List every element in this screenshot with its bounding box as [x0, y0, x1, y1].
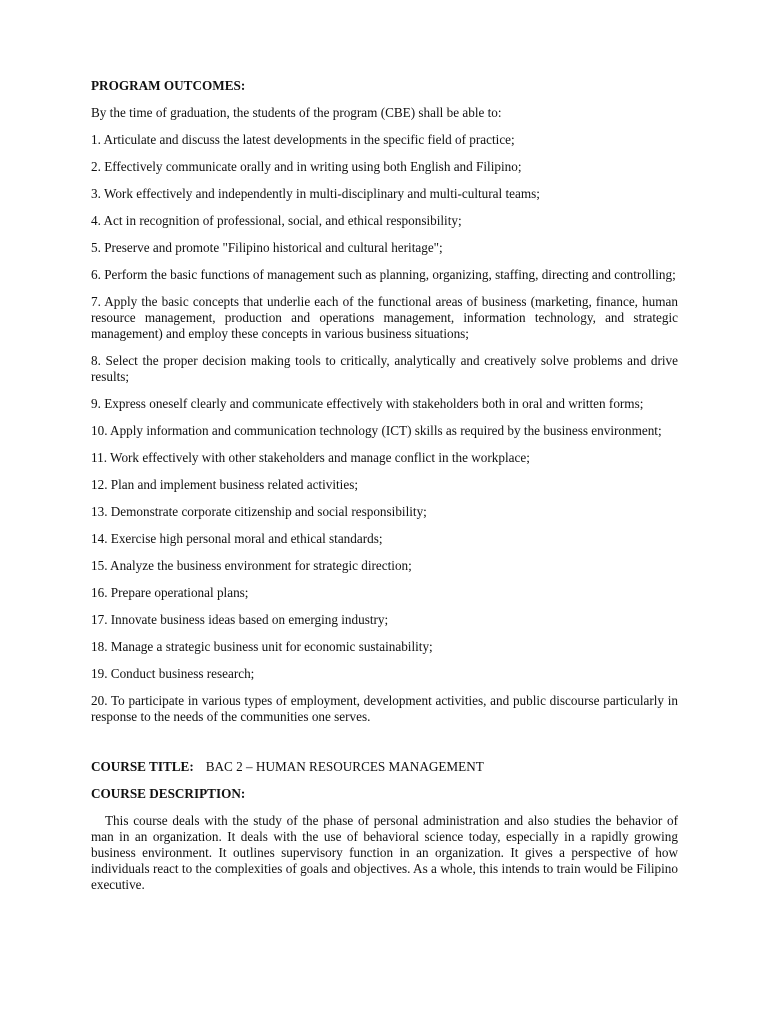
course-title-value: BAC 2 – HUMAN RESOURCES MANAGEMENT — [205, 759, 484, 774]
outcome-item-2: 2. Effectively communicate orally and in writing using both English and Filipino; — [91, 159, 522, 174]
outcome-item-17: 17. Innovate business ideas based on emerging industry; — [91, 612, 389, 627]
outcome-item-20: 20. To participate in various types of employment, development activities, and public discourse particularly in response to the needs of the communities one serves. — [91, 693, 678, 724]
outcome-item-18: 18. Manage a strategic business unit for economic sustainability; — [91, 639, 433, 654]
course-description-text: This course deals with the study of the phase of personal administration and also studies the behavior of man in an organization. It deals with the use of behavioral science today, especially in a rapidly growing business environment. It outlines supervisory function in an organization. It gives a perspective of how individuals react to the complexities of goals and objectives. As a whole, this intends to train would be Filipino executive. — [91, 813, 678, 892]
program-outcomes-intro: By the time of graduation, the students of the program (CBE) shall be able to: — [91, 105, 502, 120]
course-title-label: COURSE TITLE: — [91, 759, 194, 774]
outcome-item-9: 9. Express oneself clearly and communicate effectively with stakeholders both in oral and written forms; — [91, 396, 644, 411]
outcomes-list — [91, 132, 678, 725]
outcome-item-5: 5. Preserve and promote "Filipino historical and cultural heritage"; — [91, 240, 443, 255]
outcome-item-16: 16. Prepare operational plans; — [91, 585, 249, 600]
outcome-item-6: 6. Perform the basic functions of management such as planning, organizing, staffing, directing and controlling; — [91, 267, 676, 282]
outcome-item-1: 1. Articulate and discuss the latest developments in the specific field of practice; — [91, 132, 515, 147]
outcome-item-15: 15. Analyze the business environment for strategic direction; — [91, 558, 412, 573]
outcome-item-19: 19. Conduct business research; — [91, 666, 255, 681]
outcome-item-13: 13. Demonstrate corporate citizenship and social responsibility; — [91, 504, 427, 519]
outcome-item-14: 14. Exercise high personal moral and ethical standards; — [91, 531, 383, 546]
document-page — [91, 78, 678, 893]
course-description-heading: COURSE DESCRIPTION: — [91, 786, 246, 801]
outcome-item-8: 8. Select the proper decision making tools to critically, analytically and creatively solve problems and drive results; — [91, 353, 678, 384]
outcome-item-4: 4. Act in recognition of professional, social, and ethical responsibility; — [91, 213, 462, 228]
outcome-item-11: 11. Work effectively with other stakeholders and manage conflict in the workplace; — [91, 450, 530, 465]
outcome-item-3: 3. Work effectively and independently in multi-disciplinary and multi-cultural teams; — [91, 186, 540, 201]
outcome-item-7: 7. Apply the basic concepts that underlie each of the functional areas of business (marketing, finance, human resource management, production and operations management, information technology, and strategic management) and employ these concepts in various business situations; — [91, 294, 678, 341]
course-title — [91, 759, 678, 775]
outcome-item-12: 12. Plan and implement business related activities; — [91, 477, 358, 492]
outcome-item-10: 10. Apply information and communication technology (ICT) skills as required by the business environment; — [91, 423, 662, 438]
program-outcomes-heading: PROGRAM OUTCOMES: — [91, 78, 246, 93]
